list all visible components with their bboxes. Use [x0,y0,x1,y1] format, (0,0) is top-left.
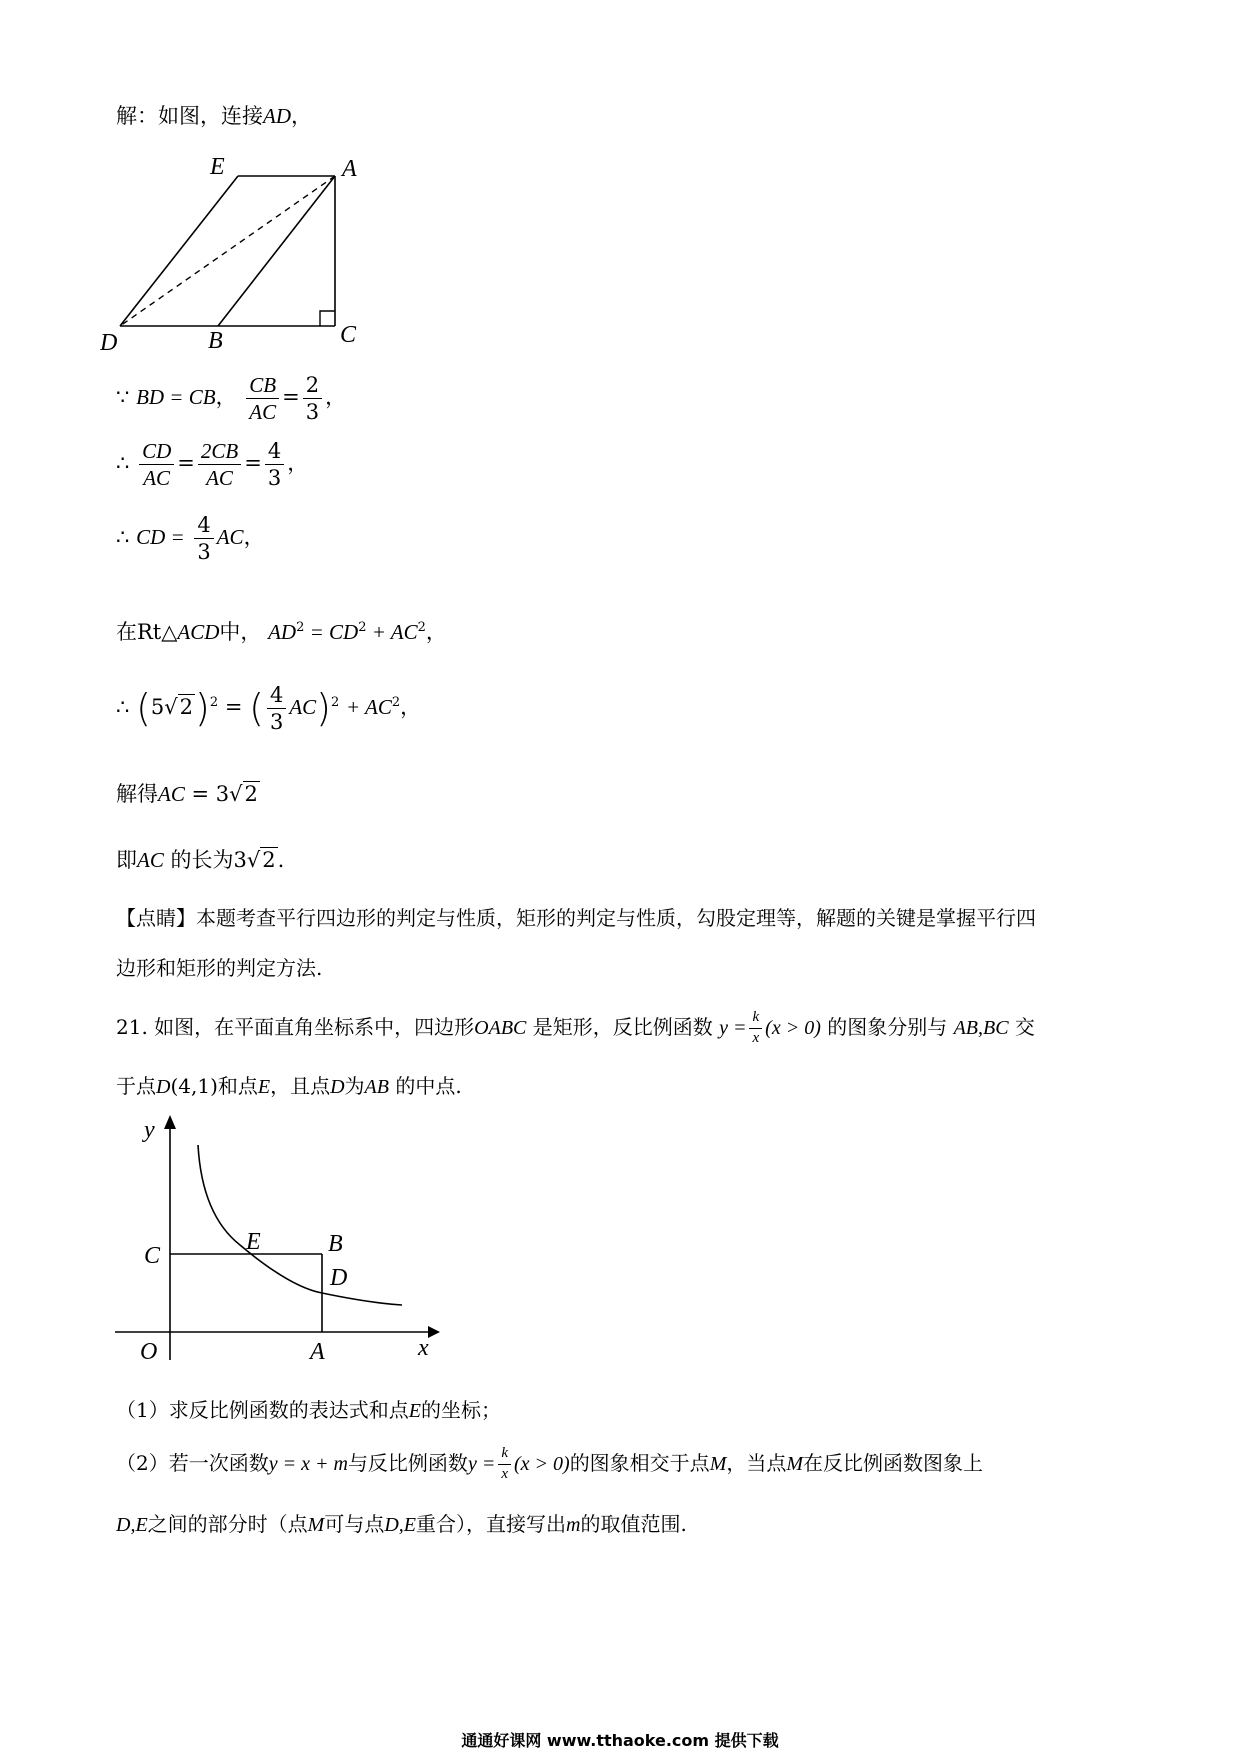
y-axis-arrow [164,1115,176,1129]
sqrt: √2 [164,695,194,720]
text: 解得 [116,782,158,806]
punct: . [277,848,285,872]
ab: AB [364,1076,389,1098]
label-e: E [210,154,225,180]
points-de: D,E [384,1514,417,1536]
part-1 [116,1398,501,1423]
therefore-symbol: ∴ [116,451,130,476]
exponent: 2 [417,620,426,635]
denominator: AC [249,400,277,425]
segment-ad-dashed [120,176,335,326]
q21-line-1 [116,1010,1035,1047]
condition: (x > 0) [765,1016,821,1039]
text: 和点 [217,1074,258,1098]
numerator: 4 [265,440,284,465]
numerator: 2CB [198,440,241,465]
ac: AC [158,782,185,806]
numerator: CD [139,440,174,465]
label-b: B [208,328,223,354]
equals: = [282,385,300,410]
step-4 [116,620,447,645]
text: 的长为 [163,848,234,872]
fraction-k-x [498,1446,511,1483]
because-symbol: ∵ [116,385,130,410]
numerator: 4 [267,684,286,709]
equation: BD = CB [136,385,216,410]
exponent: 2 [358,620,367,635]
exponent: 2 [391,695,401,711]
radicand: 2 [179,695,194,720]
label-x-axis: x [418,1335,429,1361]
radicand: 2 [262,848,276,872]
part-2-line-1 [116,1446,983,1483]
punct: ， [400,695,422,720]
text: ，且点 [270,1074,331,1098]
step-5 [116,684,421,733]
fraction-2cb-ac [198,440,241,489]
text: 在 [116,620,137,644]
text: 的图象相交于点 [569,1450,710,1475]
coefficient: 3 [233,848,247,872]
fraction-k-x [749,1010,762,1047]
numerator: CB [246,374,279,399]
point-e: E [408,1400,421,1422]
intro-text: 解：如图，连接 [116,104,263,128]
label-a: A [342,156,357,182]
punct: ， [287,451,309,476]
therefore-symbol: ∴ [116,525,130,550]
fraction-4-3 [267,684,286,733]
part-2-line-2 [116,1512,687,1537]
denominator: AC [206,466,233,491]
text: 为 [344,1074,365,1098]
lhs: CD = [136,525,185,550]
text: 在反比例函数图象上 [803,1450,984,1475]
intro-line [116,104,312,129]
punct: ， [425,620,447,644]
right-angle-mark [320,311,335,326]
label-d: D [330,1265,348,1291]
point-m: M [709,1452,727,1475]
point-m: M [786,1452,804,1475]
cd: = CD [304,620,359,644]
equals: = [177,451,195,476]
text: ，当点 [726,1450,787,1475]
variable-m: m [566,1514,581,1536]
text: 的图象分别与 [820,1014,954,1039]
text: 的取值范围. [580,1512,687,1536]
fraction-cd-ac [139,440,174,489]
label-c: C [144,1243,161,1269]
point-d: D [330,1076,345,1098]
punct: ， [243,525,265,550]
points-de: D,E [116,1514,148,1536]
numerator: 2 [303,374,322,399]
text: 之间的部分时（点 [147,1512,308,1536]
ac: AC [137,848,164,872]
y-eq: y = [467,1452,496,1475]
label-e: E [246,1229,261,1255]
hyperbola-curve [198,1145,402,1305]
exponent: 2 [331,695,340,711]
sqrt: √2 [246,848,276,872]
fraction-2-3 [303,374,322,423]
comment-line-1: 【点睛】本题考查平行四边形的判定与性质，矩形的判定与性质，勾股定理等，解题的关键是掌握平行四 [116,906,1036,930]
denominator: x [501,1465,508,1482]
rhs: AC [216,525,244,550]
label-c: C [340,322,357,348]
step-1 [116,374,346,423]
equals: = [244,451,262,476]
d-coordinate: (4,1) [170,1074,218,1098]
text: （1）求反比例函数的表达式和点 [116,1398,409,1422]
point-d: D [156,1076,171,1098]
text: 与反比例函数 [347,1450,468,1475]
text: （2）若一次函数 [116,1450,269,1475]
text: 可与点 [324,1512,385,1536]
denominator: AC [143,466,171,491]
text: 交 [1008,1014,1035,1039]
sqrt: √2 [229,782,258,806]
right-paren: ) [195,685,210,730]
right-paren: ) [316,685,331,730]
text: 即 [116,848,137,872]
plus-ac: + AC [345,695,392,720]
text: 的坐标； [420,1398,501,1422]
step-2 [116,440,308,489]
exponent: 2 [209,695,219,711]
fraction-cb-ac [246,374,279,423]
fraction-4-3 [194,514,213,563]
linear-equation: y = x + m [268,1452,348,1475]
label-origin: O [140,1339,158,1365]
figure-coordinate-system [110,1115,440,1370]
fraction-4-3 [265,440,284,489]
ac: + AC [366,620,418,644]
y-eq: y = [719,1016,747,1039]
denominator: x [752,1029,760,1046]
segment-ab [218,176,335,326]
ad: AD [268,620,297,644]
punct: ， [215,385,237,410]
equals: = [224,695,243,720]
ac: AC [289,695,317,720]
point-e: E [257,1076,271,1098]
exponent: 2 [296,620,305,635]
footer-watermark: 通通好课网 www.tthaoke.com 提供下载 [461,1731,779,1750]
triangle-name: ACD [177,620,220,644]
numerator: k [498,1446,511,1465]
comment-line-2: 边形和矩形的判定方法. [116,956,323,980]
therefore-symbol: ∴ [116,695,130,720]
ab-bc: AB,BC [953,1016,1009,1039]
radicand: 2 [244,782,258,806]
left-paren: ( [136,685,151,730]
denominator: 3 [305,400,320,425]
text: 是矩形，反比例函数 [526,1014,720,1039]
left-paren: ( [249,685,264,730]
label-y-axis: y [144,1117,155,1143]
q21-line-2 [116,1074,462,1099]
equals-three: = 3 [184,782,230,806]
text: 重合），直接写出 [416,1512,567,1536]
text: 中， [219,620,262,644]
figure-parallelogram [100,150,360,360]
denominator: 3 [197,540,211,565]
punct: ， [291,104,312,128]
denominator: 3 [269,710,284,735]
rt-triangle: Rt△ [137,620,178,644]
punct: ， [325,385,347,410]
oabc: OABC [474,1016,527,1039]
condition: (x > 0) [513,1452,570,1475]
numerator: k [749,1010,762,1029]
step-3 [116,514,265,563]
label-a: A [310,1339,325,1365]
step-7 [116,848,284,873]
numerator: 4 [194,514,213,539]
label-d: D [100,330,118,356]
step-6 [116,782,260,807]
text: 于点 [116,1074,156,1098]
point-m: M [307,1514,325,1536]
coefficient: 5 [150,695,165,720]
text: 的中点. [388,1074,462,1098]
x-axis-arrow [428,1326,440,1338]
text: 21. 如图，在平面直角坐标系中，四边形 [116,1014,475,1039]
segment-ad: AD [263,104,291,128]
denominator: 3 [267,466,282,491]
label-b: B [328,1231,343,1257]
segment-ed [120,176,238,326]
